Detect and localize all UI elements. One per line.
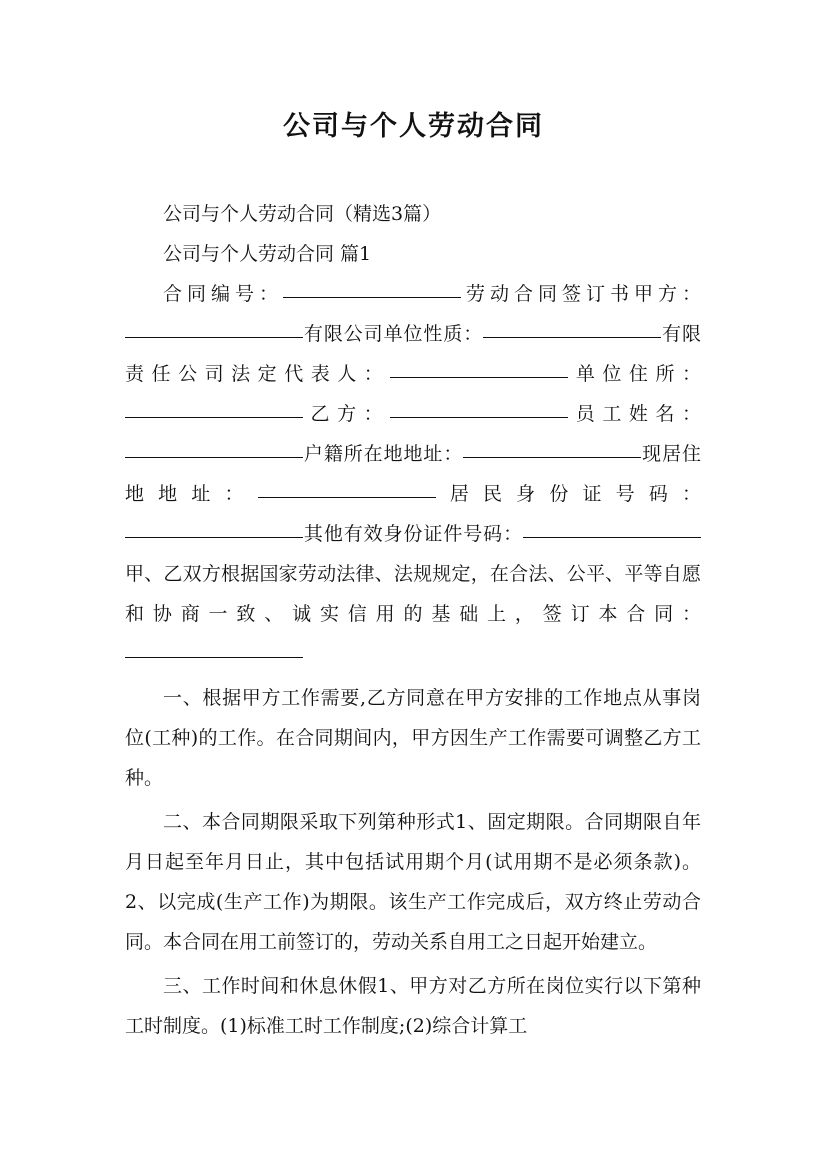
- employee-name-blank: [125, 456, 303, 458]
- clause-1: 一、根据甲方工作需要,乙方同意在甲方安排的工作地点从事岗位(工种)的工作。在合同期间内，甲方因生产工作需要可调整乙方工种。: [125, 687, 701, 789]
- party-b-blank: [390, 416, 568, 418]
- clause-3: 三、工作时间和休息休假1、甲方对乙方所在岗位实行以下第种工时制度。(1)标准工时工作制度;(2)综合计算工: [125, 975, 701, 1037]
- household-address-blank: [463, 456, 641, 458]
- company-nature-label: 有限公司单位性质：: [303, 323, 484, 345]
- party-a-label: 劳动合同签订书甲方：: [461, 283, 701, 305]
- household-address-label: 户籍所在地地址：: [303, 443, 464, 465]
- other-id-label: 其他有效身份证件号码：: [303, 523, 523, 545]
- current-address-label: 现居住地地址：: [125, 443, 701, 505]
- current-address-blank: [258, 496, 436, 498]
- id-number-blank: [125, 536, 303, 538]
- agreement-blank: [125, 656, 303, 658]
- document-title: 公司与个人劳动合同: [283, 111, 544, 142]
- employee-name-label: 员工姓名：: [568, 403, 701, 425]
- company-address-blank: [125, 416, 303, 418]
- party-b-label: 乙方：: [303, 403, 391, 425]
- legal-rep-blank: [390, 376, 568, 378]
- agreement-text: 甲、乙双方根据国家劳动法律、法规规定，在合法、公平、平等自愿和协商一致、诚实信用的基础上，签订本合同：: [125, 563, 701, 625]
- document-body: [125, 194, 701, 1046]
- other-id-blank: [523, 536, 701, 538]
- company-nature-blank: [483, 336, 661, 338]
- contract-no-blank: [283, 296, 461, 298]
- party-a-blank: [125, 336, 303, 338]
- legal-rep-label: 有限责任公司法定代表人：: [125, 323, 701, 385]
- company-address-label: 单位住所：: [568, 363, 701, 385]
- contract-fields-paragraph: [125, 274, 701, 674]
- clause-2: 二、本合同期限采取下列第种形式1、固定期限。合同期限自年月日起至年月日止，其中包括试用期个月(试用期不是必须条款)。2、以完成(生产工作)为期限。该生产工作完成后，双方终止劳动合同。本合同在用工前签订的，劳动关系自用工之日起开始建立。: [125, 811, 701, 953]
- section-heading: 公司与个人劳动合同 篇1: [163, 243, 372, 265]
- intro-line: 公司与个人劳动合同（精选3篇）: [163, 203, 442, 225]
- contract-no-label: 合同编号：: [163, 283, 283, 305]
- id-number-label: 居民身份证号码：: [435, 483, 701, 505]
